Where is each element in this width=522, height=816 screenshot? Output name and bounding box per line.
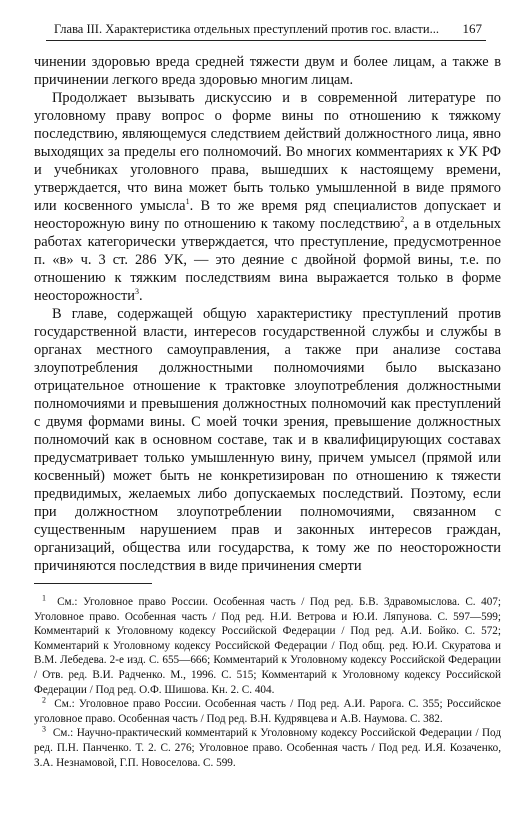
paragraph-text: Продолжает вызывать дискуссию и в современной литературе по уголовному праву вопрос о форме вины по отношению к тяжкому последствию, являющемуся следствием действий должностного лица, явно выходящих за пределы его полномочий. Во многих комментариях к УК РФ и учебниках уголовного права, вышедших к настоящему времени, утверждается, что вина может быть только умышленной в виде прямого или косвенного умысла xyxy=(34,90,501,214)
footnote-text: См.: Научно-практический комментарий к Уголовному кодексу Российской Федерации / Под ред. П.Н. Панченко. Т. 2. С. 276; Уголовное право. Особенная часть / Под ред. И.Я. Козаченко, З.А. Незнамовой, Г.П. Новоселова. С. 599. xyxy=(34,727,502,769)
footnote-text: См.: Уголовное право России. Особенная часть / Под ред. Б.В. Здравомыслова. С. 407; Уголовное право. Особенная часть / Под ред. Н.И. Ветрова и Ю.И. Ляпунова. С. 597—599; Комментарий к Уголовному кодексу Российской Федерации / Под ред. А.И. Бойко. С. 572; Комментарий к Уголовному кодексу Российской Федерации / Под общ. ред. Ю.И. Скуратова и В.М. Лебедева. 2-е изд. С. 655—666; Комментарий к Уголовному кодексу Российской Федерации / Отв. ред. В.И. Радченко. М., 1996. С. 515; Комментарий к Уголовному кодексу Российской Федерации / Под ред. О.Ф. Шишова. Кн. 2. С. 404. xyxy=(34,596,502,696)
footnote-separator xyxy=(34,583,152,584)
footnote-1 xyxy=(34,595,501,697)
paragraph-text: . xyxy=(138,288,143,304)
paragraph-analysis: В главе, содержащей общую характеристику преступлений против государственной власти, интересов государственной службы и службы в органах местного самоуправления, а также при анализе состава злоупотребления должностными полномочиями было высказано отрицательное отношение к трактовке злоупотребления должностными полномочиями и превышения должностных полномочий как преступлений с двумя формами вины. С моей точки зрения, превышение должностных полномочий как в основном составе, так и в квалифицирующих составах предусматривает только умышленную вину, причем умысел (прямой или косвенный) может быть не конкретизирован по отношению к тяжести предвидимых, желаемых либо допускаемых последствий. Поэтому, если при должностном злоупотреблении полномочиями, связанном с существенным нарушением прав и законных интересов граждан, организаций, общества или государства, к тому же по неосторожности причиняются последствия в виде причинения смерти xyxy=(34,306,501,574)
footnote-ref-3: 3 xyxy=(134,287,139,297)
footnotes xyxy=(34,595,501,770)
footnote-ref-1: 1 xyxy=(185,197,190,207)
chapter-title: Глава III. Характеристика отдельных преступлений против гос. власти... xyxy=(54,22,439,36)
paragraph-text: . В то же время ряд специалистов допускает и неосторожную вину по отношению к такому последствию xyxy=(34,198,501,232)
footnote-mark: 1 xyxy=(42,593,46,603)
footnote-3 xyxy=(34,726,501,770)
paragraph-discussion xyxy=(34,89,501,305)
footnote-ref-2: 2 xyxy=(400,215,405,225)
footnote-mark: 2 xyxy=(42,695,46,705)
main-text xyxy=(34,53,501,575)
footnote-text: См.: Уголовное право России. Особенная часть / Под ред. А.И. Рарога. С. 355; Российское уголовное право. Особенная часть / Под ред. В.Н. Кудрявцева и А.В. Наумова. С. 382. xyxy=(34,698,502,725)
running-header xyxy=(46,18,486,41)
page-number: 167 xyxy=(462,21,482,36)
paragraph-text: , а в отдельных работах категорически утверждается, что преступление, предусмотренное п. «в» ч. 3 ст. 286 УК, — это деяние с двойной формой вины, т.е. по отношению к тяжким последствиям вина выражается только в форме неосторожности xyxy=(34,216,501,304)
footnote-2 xyxy=(34,697,501,726)
paragraph-continuation: чинении здоровью вреда средней тяжести двум и более лицам, а также в причинении легкого вреда здоровью многим лицам. xyxy=(34,54,501,88)
footnote-mark: 3 xyxy=(42,724,46,734)
